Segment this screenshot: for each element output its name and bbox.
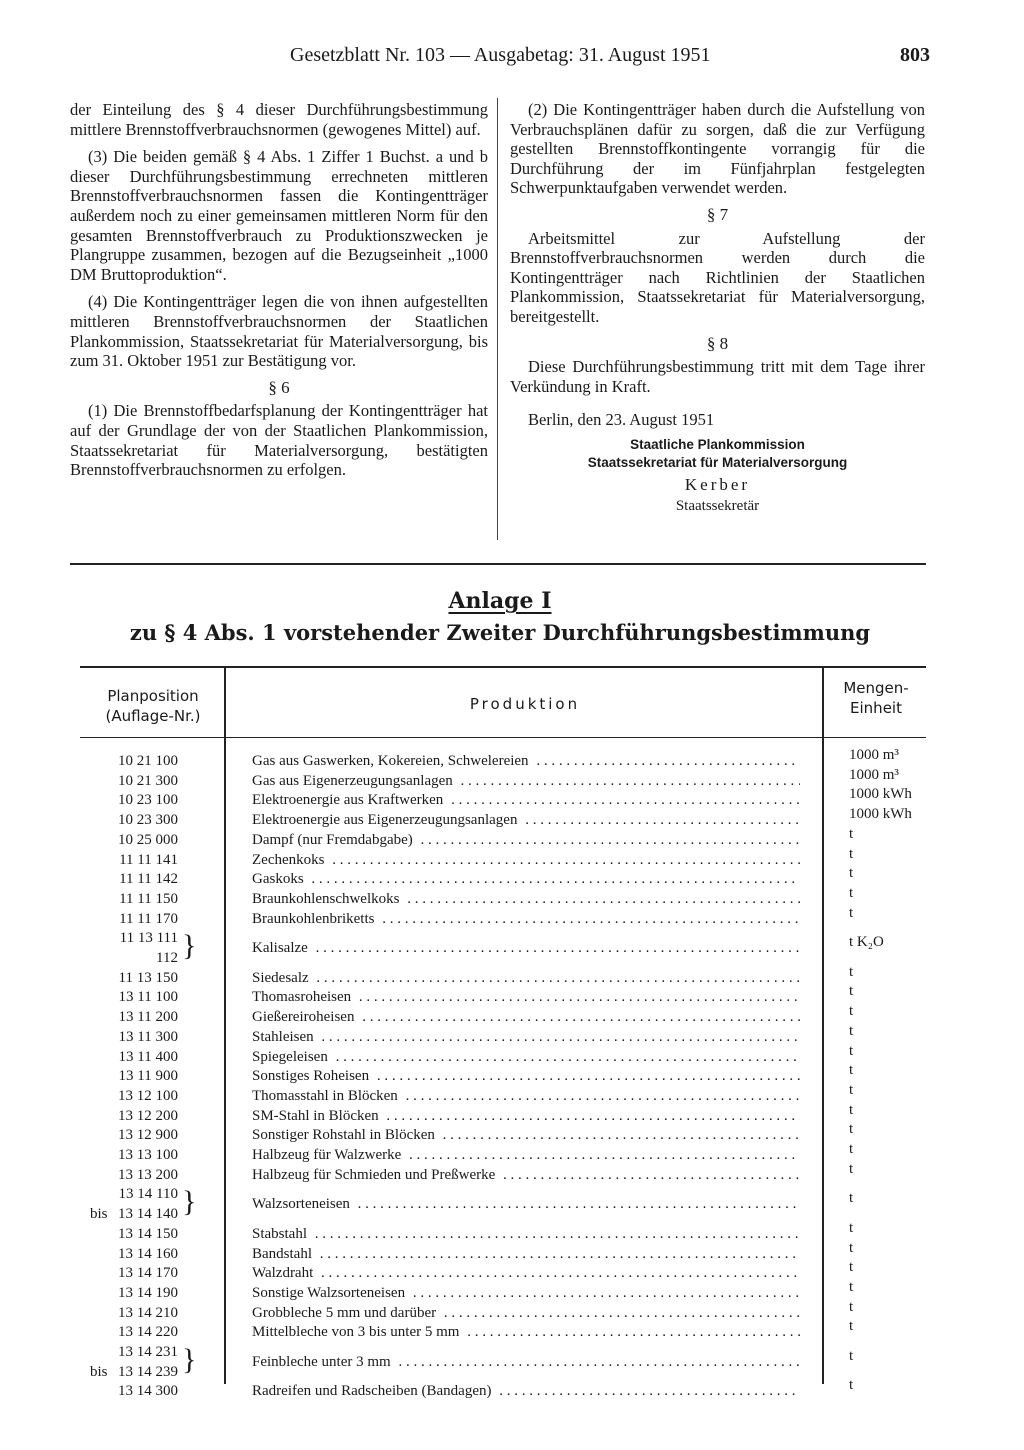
product-name: Elektroenergie aus Kraftwerken <box>252 792 447 808</box>
planposition: 13 12 100 <box>118 1087 178 1104</box>
table-top-rule <box>80 666 926 668</box>
unit-cell: t <box>849 1347 854 1364</box>
right-paragraph-1: (2) Die Kontingentträger haben durch die Aufstellung von Verbrauchsplänen dafür zu sorgen, daß die zur Verfügung gestellten Brennstoffkontingente vorrangig für die Durchführung der im Fünfjahrplan festgelegten Schwerpunktaufgaben verwendet werden. <box>510 100 925 198</box>
product-name: Radreifen und Radscheiben (Bandagen) <box>252 1383 496 1399</box>
planposition: 13 14 300 <box>118 1383 178 1400</box>
product-cell <box>252 1323 800 1341</box>
header-position-line2: (Auflage-Nr.) <box>105 707 201 725</box>
product-cell <box>252 1067 800 1085</box>
left-paragraph-3: (4) Die Kontingentträger legen die von ihnen aufgestellten mittleren Brennstoffverbrauchsnormen der Staatlichen Plankommission, Staatssekretariat für Materialversorgung, bis zum 31. Oktober 1951 zur Bestätigung vor. <box>70 292 488 371</box>
left-column <box>70 100 488 480</box>
product-cell <box>252 1126 800 1144</box>
product-cell <box>252 910 800 928</box>
unit-cell: t <box>849 1318 854 1335</box>
product-name: Walzdraht <box>252 1265 317 1281</box>
product-name: Stahleisen <box>252 1029 318 1045</box>
header-unit-line2: Einheit <box>850 699 902 717</box>
left-paragraph-1: der Einteilung des § 4 dieser Durchführungsbestimmung mittlere Brennstoffverbrauchsnormen (gewogenes Mittel) auf. <box>70 100 488 139</box>
header-product: Produktion <box>469 695 581 713</box>
product-name: Halbzeug für Walzwerke <box>252 1147 405 1163</box>
product-name: Stabstahl <box>252 1226 311 1242</box>
planposition: 10 23 100 <box>118 792 178 809</box>
planposition: 13 14 231 <box>118 1344 178 1360</box>
unit-cell: t <box>849 983 854 1000</box>
planposition: 13 11 400 <box>118 1048 178 1065</box>
unit-cell: t <box>849 1259 854 1276</box>
unit-cell: t <box>849 1101 854 1118</box>
org-line-2: Staatssekretariat für Materialversorgung <box>587 454 848 470</box>
product-name: Halbzeug für Schmieden und Preßwerke <box>252 1167 499 1183</box>
unit-cell: t <box>849 1239 854 1256</box>
planposition: 13 11 900 <box>118 1068 178 1085</box>
org-line-1: Staatliche Plankommission <box>630 436 805 452</box>
unit-cell: t <box>849 865 854 882</box>
anlage-title <box>0 588 1000 614</box>
unit-cell: t <box>849 1022 854 1039</box>
unit-cell: t <box>849 1042 854 1059</box>
left-paragraph-2: (3) Die beiden gemäß § 4 Abs. 1 Ziffer 1 Buchst. a und b dieser Durchführungsbestimmung errechneten mittleren Brennstoffverbrauchsnormen fassen die Kontingentträger außerdem noch zu einer gemeinsamen mittleren Norm für den gesamten Brennstoffverbrauch zu Produktionszwecken je Plangruppe zusammen, bezogen auf die Bezugseinheit „1000 DM Bruttoproduktion“. <box>70 147 488 284</box>
product-cell <box>252 1225 800 1243</box>
product-name: Thomasstahl in Blöcken <box>252 1088 402 1104</box>
product-cell <box>252 969 800 987</box>
planposition: 13 11 200 <box>118 1009 178 1026</box>
product-cell <box>252 1353 800 1371</box>
product-cell <box>252 1008 800 1026</box>
brace-icon: } <box>182 929 197 963</box>
header-position-line1: Planposition <box>107 687 199 705</box>
planposition: 13 14 110 <box>118 1186 178 1203</box>
product-name: Spiegeleisen <box>252 1049 332 1065</box>
anlage-title-text: Anlage I <box>448 588 552 614</box>
unit-cell: t <box>849 1278 854 1295</box>
product-name: Dampf (nur Fremdabgabe) <box>252 832 417 848</box>
unit-cell: t <box>849 1219 854 1236</box>
planposition: 13 12 200 <box>118 1107 178 1124</box>
product-cell <box>252 1284 800 1302</box>
product-cell <box>252 870 800 888</box>
planposition: 13 13 200 <box>118 1166 178 1183</box>
brace-icon: } <box>182 1343 197 1376</box>
planposition: 13 14 170 <box>118 1265 178 1282</box>
product-name: Gießereiroheisen <box>252 1009 358 1025</box>
product-cell <box>252 1304 800 1322</box>
product-name: Zechenkoks <box>252 852 328 868</box>
product-cell <box>252 1107 800 1125</box>
planposition: 10 25 000 <box>118 831 178 848</box>
product-cell <box>252 1087 800 1105</box>
table-row <box>0 1318 1024 1343</box>
product-cell <box>252 791 800 809</box>
unit-cell: t <box>849 1298 854 1315</box>
product-cell <box>252 1028 800 1046</box>
unit-cell: t <box>849 1081 854 1098</box>
planposition: 13 11 300 <box>118 1028 178 1045</box>
table-row <box>0 1377 1024 1402</box>
unit-cell: t <box>849 1121 854 1138</box>
planposition: 13 13 100 <box>118 1147 178 1163</box>
unit-cell: 1000 kWh <box>849 786 912 803</box>
product-cell <box>252 772 800 790</box>
product-cell <box>252 851 800 869</box>
table-row <box>0 904 1024 930</box>
left-paragraph-4: (1) Die Brennstoffbedarfsplanung der Kontingentträger hat auf der Grundlage der von der Staatlichen Plankommission, Staatssekretariat für Materialversorgung, bestätigten Brennstoffverbrauchsnormen zu erfolgen. <box>70 401 488 480</box>
planposition: 11 11 150 <box>119 890 178 907</box>
right-paragraph-2: Arbeitsmittel zur Aufstellung der Brennstoffverbrauchsnormen werden durch die Kontingentträger nach Richtlinien der Staatlichen Plankommission, Staatssekretariat für Materialversorgung, bereitgestellt. <box>510 228 925 326</box>
planposition: 13 14 210 <box>118 1304 178 1321</box>
right-paragraph-3: Diese Durchführungsbestimmung tritt mit dem Tage ihrer Verkündung in Kraft. <box>510 357 925 396</box>
product-name: Braunkohlenschwelkoks <box>252 891 403 907</box>
section-8-heading: § 8 <box>706 333 729 353</box>
product-name: Gaskoks <box>252 871 308 887</box>
product-cell <box>252 1146 800 1164</box>
right-column <box>510 100 925 516</box>
product-name: Sonstiges Roheisen <box>252 1068 373 1084</box>
product-cell <box>252 1195 800 1213</box>
header-position <box>82 686 224 726</box>
product-cell <box>252 939 800 957</box>
planposition: 13 11 100 <box>118 989 178 1006</box>
header-title: Gesetzblatt Nr. 103 — Ausgabetag: 31. August 1951 <box>290 44 711 66</box>
unit-cell: t K₂O <box>849 934 884 951</box>
product-cell <box>252 1166 800 1184</box>
unit-cell: t <box>849 1062 854 1079</box>
planposition: 13 14 220 <box>118 1324 178 1341</box>
product-cell <box>252 752 800 770</box>
product-name: Sonstiger Rohstahl in Blöcken <box>252 1127 439 1143</box>
product-name: Mittelbleche von 3 bis unter 5 mm <box>252 1324 463 1340</box>
anlage-subtitle: zu § 4 Abs. 1 vorstehender Zweiter Durchführungsbestimmung <box>129 620 871 645</box>
product-cell <box>252 1245 800 1263</box>
unit-cell: t <box>849 1377 854 1394</box>
planposition-end: 13 14 239 <box>118 1363 178 1380</box>
planposition: 11 11 142 <box>119 871 178 888</box>
table-header-rule <box>80 737 926 738</box>
brace-icon: } <box>182 1185 197 1219</box>
planposition: 13 12 900 <box>118 1127 178 1144</box>
planposition: 11 13 111 <box>119 930 178 947</box>
section-divider <box>70 563 926 565</box>
signer-name: Kerber <box>684 474 751 494</box>
header-unit <box>826 678 926 718</box>
unit-cell: 1000 m³ <box>849 766 899 783</box>
product-name: Thomasroheisen <box>252 989 355 1005</box>
product-name: Bandstahl <box>252 1246 316 1262</box>
planposition-end: 13 14 140 <box>118 1206 178 1223</box>
product-name: Siedesalz <box>252 970 313 986</box>
planposition: 11 13 150 <box>118 969 178 986</box>
column-divider <box>497 98 498 540</box>
unit-cell: t <box>849 1160 854 1177</box>
product-cell <box>252 1264 800 1282</box>
unit-cell: t <box>849 963 854 980</box>
header-unit-line1: Mengen- <box>843 679 909 697</box>
signature-block <box>510 436 925 516</box>
section-6-heading: § 6 <box>268 377 290 397</box>
product-cell <box>252 1382 800 1400</box>
product-name: SM-Stahl in Blöcken <box>252 1108 383 1124</box>
planposition: 11 11 170 <box>119 910 178 927</box>
product-cell <box>252 890 800 908</box>
planposition: 13 14 150 <box>118 1225 178 1242</box>
product-cell <box>252 1048 800 1066</box>
planposition: 13 14 190 <box>118 1284 178 1301</box>
unit-cell: t <box>849 845 854 862</box>
product-name: Feinbleche unter 3 mm <box>252 1354 395 1370</box>
place-date: Berlin, den 23. August 1951 <box>528 410 715 430</box>
unit-cell: 1000 kWh <box>849 806 912 823</box>
planposition: 10 21 300 <box>118 772 178 789</box>
product-name: Gas aus Eigenerzeugungsanlagen <box>252 773 457 789</box>
product-name: Elektroenergie aus Eigenerzeugungsanlagen <box>252 812 521 828</box>
table-row <box>0 1160 1024 1186</box>
unit-cell: t <box>849 1190 854 1207</box>
planposition-end: 112 <box>156 949 178 966</box>
range-bis-label: bis <box>90 1363 108 1380</box>
unit-cell: t <box>849 1003 854 1020</box>
product-cell <box>252 831 800 849</box>
product-cell <box>252 811 800 829</box>
unit-cell: t <box>849 904 854 921</box>
page-header <box>290 44 930 74</box>
product-name: Gas aus Gaswerken, Kokereien, Schwelereien <box>252 753 533 769</box>
page-number: 803 <box>900 44 930 66</box>
planposition: 10 21 100 <box>118 753 178 769</box>
section-7-heading: § 7 <box>706 204 729 224</box>
product-name: Sonstige Walzsorteneisen <box>252 1285 409 1301</box>
unit-cell: t <box>849 1141 854 1157</box>
range-bis-label: bis <box>90 1206 108 1223</box>
planposition: 13 14 160 <box>118 1245 178 1262</box>
unit-cell: t <box>849 825 854 842</box>
product-cell <box>252 988 800 1006</box>
signer-title: Staatssekretär <box>675 497 760 514</box>
product-name: Walzsorteneisen <box>252 1196 354 1212</box>
unit-cell: t <box>849 884 854 901</box>
planposition: 11 11 141 <box>119 851 178 868</box>
planposition: 10 23 300 <box>118 812 178 829</box>
product-name: Kalisalze <box>252 940 312 956</box>
product-name: Braunkohlenbriketts <box>252 911 378 927</box>
unit-cell: 1000 m³ <box>849 747 899 763</box>
product-name: Grobbleche 5 mm und darüber <box>252 1305 440 1321</box>
